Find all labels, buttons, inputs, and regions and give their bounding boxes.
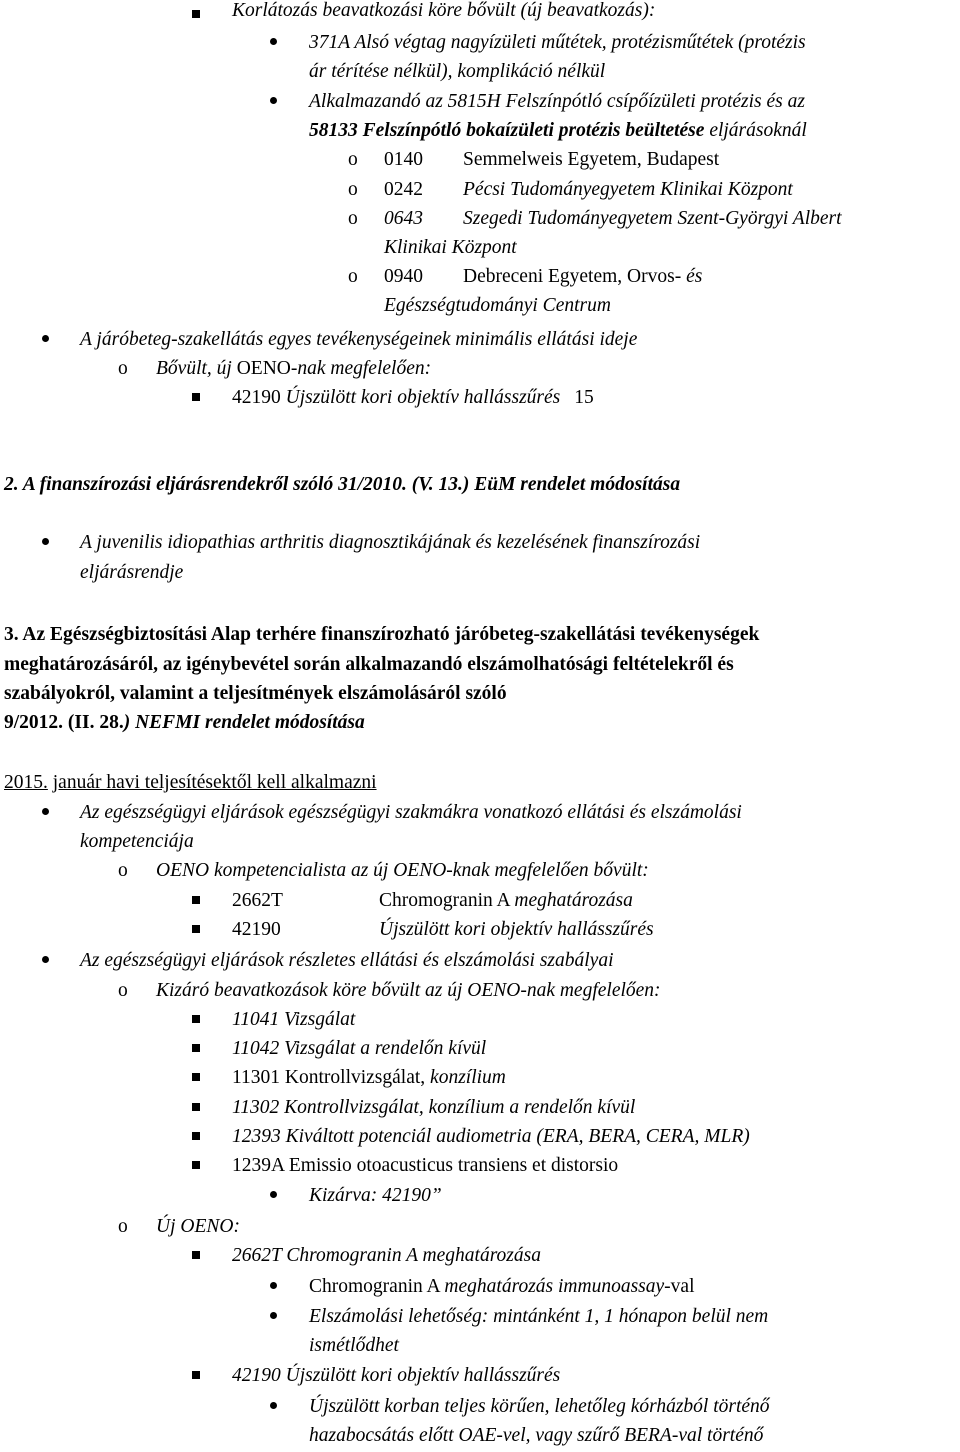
new-procedure: 2662T Chromogranin A meghatározása [232, 1245, 541, 1266]
list-item-continuation: ismétlődhet [309, 1335, 399, 1356]
excluded-procedure [232, 1063, 506, 1092]
text-part: -nak megfelelően: [290, 358, 432, 379]
procedure-code: 2662T [232, 890, 283, 911]
section-heading: 3. Az Egészségbiztosítási Alap terhére finanszírozható járóbeteg-szakellátási tevékenységek [4, 624, 760, 645]
excluded-procedure: 11302 Kontrollvizsgálat, konzílium a rendelőn kívül [232, 1097, 636, 1118]
text-part: konzílium [430, 1067, 506, 1088]
institution-code: 0643 [384, 208, 423, 229]
circle-bullet-icon: o [348, 208, 358, 229]
square-bullet-icon [192, 1005, 200, 1034]
list-item: OENO kompetencialista az új OENO-knak megfelelően bővült: [156, 860, 649, 881]
section-heading-continuation: szabályokról, valamint a teljesítmények elszámolásáról szóló [4, 683, 507, 704]
square-bullet-icon [192, 1151, 200, 1180]
list-item-continuation [309, 116, 807, 145]
round-bullet-icon [270, 28, 277, 57]
list-item: Kizárva: 42190” [309, 1185, 442, 1206]
list-item-continuation: ár térítése nélkül), komplikáció nélkül [309, 61, 606, 82]
circle-bullet-icon: o [118, 1216, 128, 1237]
square-bullet-icon [192, 1063, 200, 1092]
institution-name-part: és [686, 266, 703, 287]
square-bullet-icon [192, 1093, 200, 1122]
text-part: Chromogranin A [309, 1276, 440, 1297]
list-item [309, 1272, 695, 1301]
list-item: Az egészségügyi eljárások részletes ellátási és elszámolási szabályai [80, 950, 614, 971]
excluded-procedure: 1239A Emissio otoacusticus transiens et distorsio [232, 1155, 619, 1176]
institution-name: Pécsi Tudományegyetem Klinikai Központ [463, 179, 793, 200]
list-item: 371A Alsó végtag nagyízületi műtétek, protézisműtétek (protézis [309, 32, 806, 53]
square-bullet-icon [192, 1122, 200, 1151]
excluded-procedure: 11042 Vizsgálat a rendelőn kívül [232, 1038, 487, 1059]
square-bullet-icon [192, 915, 200, 944]
effective-date [4, 768, 377, 797]
round-bullet-icon [42, 325, 49, 354]
square-bullet-icon [192, 0, 200, 29]
list-item-continuation: kompetenciája [80, 831, 194, 852]
round-bullet-icon [270, 1181, 277, 1210]
procedure-tail: eljárásoknál [709, 120, 807, 141]
text-part: Chromogranin A [379, 890, 510, 911]
new-procedure: 42190 Újszülött kori objektív hallásszűrés [232, 1365, 561, 1386]
circle-bullet-icon: o [118, 980, 128, 1001]
list-item: A juvenilis idiopathias arthritis diagnosztikájának és kezelésének finanszírozási [80, 532, 701, 553]
list-item: Új OENO: [156, 1216, 240, 1237]
institution-name-continuation: Klinikai Központ [384, 237, 517, 258]
text-part: meghatározása [514, 890, 633, 911]
list-item [156, 354, 431, 383]
square-bullet-icon [192, 1034, 200, 1063]
circle-bullet-icon: o [118, 860, 128, 881]
circle-bullet-icon: o [348, 179, 358, 200]
round-bullet-icon [42, 946, 49, 975]
institution-name-continuation: Egészségtudományi Centrum [384, 295, 611, 316]
text-part: 11301 Kontrollvizsgálat, [232, 1067, 426, 1088]
institution-name: Szegedi Tudományegyetem Szent-Györgyi Albert [463, 208, 842, 229]
excluded-procedure: 12393 Kiváltott potenciál audiometria (ERA, BERA, CERA, MLR) [232, 1126, 750, 1147]
circle-bullet-icon: o [348, 149, 358, 170]
institution-name-part: Debreceni Egyetem, Orvos- [463, 266, 682, 287]
list-item: A járóbeteg-szakellátás egyes tevékenységeinek minimális ellátási ideje [80, 329, 638, 350]
text-part: Bővült, új [156, 358, 232, 379]
date-year: 2015. [4, 772, 48, 793]
list-item-continuation: eljárásrendje [80, 562, 184, 583]
heading-part: 9/2012. (II. 28. [4, 712, 124, 733]
text-part: meghatározás immunoassay [444, 1276, 665, 1297]
list-item: Az egészségügyi eljárások egészségügyi szakmákra vonatkozó ellátási és elszámolási [80, 802, 742, 823]
procedure-code: 42190 [232, 387, 281, 408]
circle-bullet-icon: o [118, 358, 128, 379]
section-heading-continuation [4, 708, 365, 737]
round-bullet-icon [42, 798, 49, 827]
procedure-code-bold: 58133 Felszínpótló bokaízületi protézis beültetése [309, 120, 705, 141]
excluded-procedure: 11041 Vizsgálat [232, 1009, 356, 1030]
list-item: Elszámolási lehetőség: mintánként 1, 1 hónapon belül nem [309, 1306, 769, 1327]
procedure-name [379, 886, 633, 915]
institution-code: 0140 [384, 149, 423, 170]
round-bullet-icon [270, 1392, 277, 1421]
list-item: Kizáró beavatkozások köre bővült az új OENO-nak megfelelően: [156, 980, 661, 1001]
section-heading: 2. A finanszírozási eljárásrendekről szóló 31/2010. (V. 13.) EüM rendelet módosítása [4, 474, 681, 495]
round-bullet-icon [270, 1302, 277, 1331]
institution-code: 0242 [384, 179, 423, 200]
institution-name [463, 262, 702, 291]
square-bullet-icon [192, 1241, 200, 1270]
procedure-code: 42190 [232, 919, 281, 940]
section-heading-continuation: meghatározásáról, az igénybevétel során alkalmazandó elszámolhatósági feltételekről és [4, 654, 734, 675]
list-item [232, 383, 594, 412]
procedure-name: Újszülött kori objektív hallásszűrés [285, 387, 561, 408]
list-item-continuation: hazabocsátás előtt OAE-vel, vagy szűrő BERA-val történő [309, 1425, 764, 1446]
round-bullet-icon [42, 528, 49, 557]
round-bullet-icon [270, 1272, 277, 1301]
minimum-time-value: 15 [574, 387, 594, 408]
text-part: -val [664, 1276, 695, 1297]
institution-name: Semmelweis Egyetem, Budapest [463, 149, 720, 170]
institution-code: 0940 [384, 266, 423, 287]
list-item: Újszülött korban teljes körűen, lehetőleg kórházból történő [309, 1396, 770, 1417]
heading-part: ) NEFMI rendelet módosítása [123, 712, 365, 733]
date-text: január havi teljesítésektől kell alkalmazni [52, 772, 377, 793]
square-bullet-icon [192, 886, 200, 915]
circle-bullet-icon: o [348, 266, 358, 287]
square-bullet-icon [192, 1361, 200, 1390]
square-bullet-icon [192, 383, 200, 412]
text-part: OENO [236, 358, 291, 379]
list-item: Korlátozás beavatkozási köre bővült (új beavatkozás): [232, 0, 656, 21]
procedure-name: Újszülött kori objektív hallásszűrés [379, 919, 654, 940]
list-item: Alkalmazandó az 5815H Felszínpótló csípőízületi protézis és az [309, 91, 805, 112]
round-bullet-icon [270, 87, 277, 116]
